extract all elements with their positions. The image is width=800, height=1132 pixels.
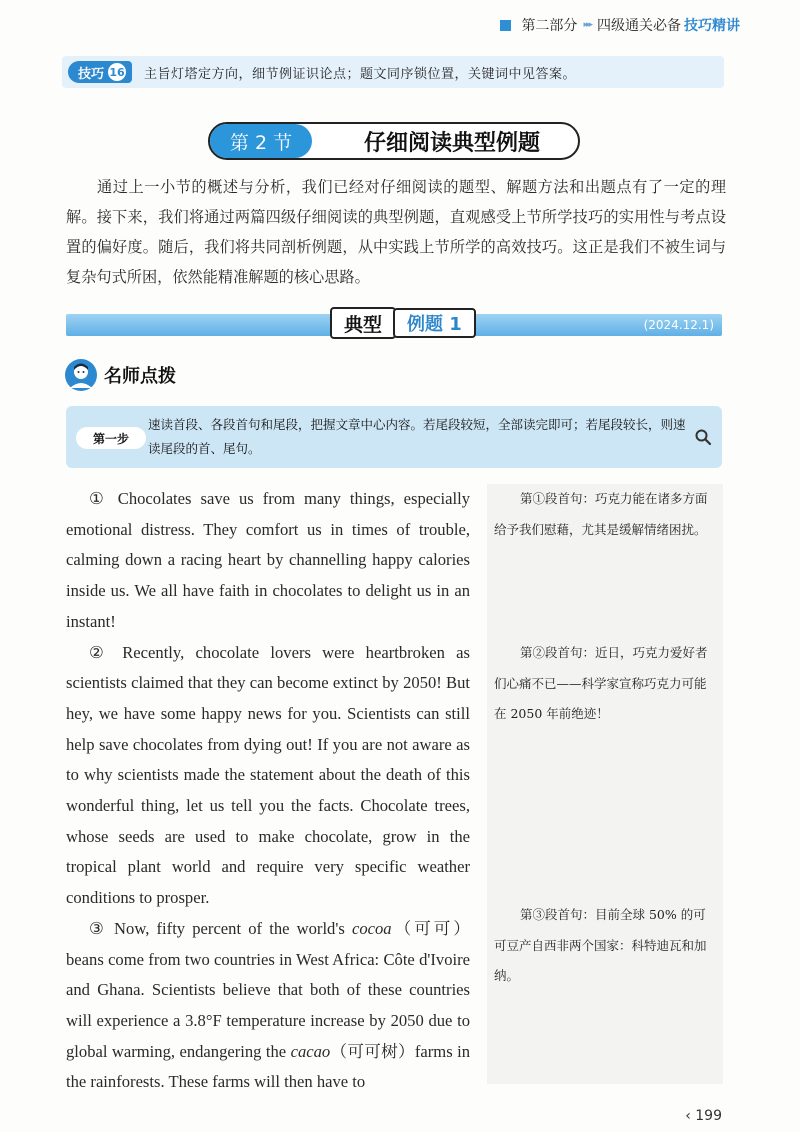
teacher-title: 名师点拨: [104, 366, 176, 387]
example-label-typical: 典型: [330, 307, 396, 339]
passage-paragraph-1: ① Chocolates save us from many things, especially emotional distress. They comfort us in times of trouble, calming down a racing heart by channelling happy calories inside us. We all have faith in chocolates to delight us in an instant!: [66, 489, 470, 631]
teacher-avatar-icon: [64, 358, 98, 392]
step-box: [66, 406, 722, 468]
teacher-tips-heading: [64, 358, 176, 392]
tip-label: 技巧: [78, 66, 105, 82]
header-part: 第二部分: [521, 18, 578, 34]
page-header: [500, 12, 740, 38]
header-arrows-icon: ▸▸▸: [583, 20, 591, 30]
p3-word-cocoa: cocoa: [351, 918, 392, 938]
tip-text: 主旨灯塔定方向，细节例证识论点；题文同序锁位置，关键词中见答案。: [144, 66, 577, 82]
page-number: ‹ 199: [685, 1108, 722, 1124]
p3-word-cacao: cacao: [290, 1041, 331, 1061]
section-heading: [208, 122, 580, 160]
example-label: [330, 305, 476, 341]
header-title-highlight: 技巧精讲: [684, 18, 740, 34]
side-note-3: 第③段首句：目前全球 50% 的可可豆产自西非两个国家：科特迪瓦和加纳。: [494, 907, 707, 983]
step-text: 速读首段、各段首句和尾段，把握文章中心内容。若尾段较短，全部读完即可；若尾段较长，则速读尾段的首、尾句。: [148, 417, 686, 456]
side-note-1: 第①段首句：巧克力能在诸多方面给予我们慰藉，尤其是缓解情绪困扰。: [494, 491, 708, 537]
tip-badge: [68, 61, 132, 83]
section-label: 第 2 节: [210, 124, 312, 158]
step-badge: 第一步: [76, 427, 146, 449]
p3-part-c: （可可树）farms in the rainforests. These farms will then have to: [66, 1041, 470, 1092]
passage-paragraph-2: ② Recently, chocolate lovers were heartbroken as scientists claimed that they can become extinct by 2050! But hey, we have some happy news for you. Scientists can still help save chocolates from dying out! If you are not aware as to why scientists made the statement about the death of this wonderful thing, let us tell you the facts. Chocolate trees, whose seeds are used to make chocolate, grow in the tropical plant world and require very specific weather conditions to prosper.: [66, 642, 470, 908]
header-square-icon: [500, 20, 511, 31]
intro-paragraph: 通过上一小节的概述与分析，我们已经对仔细阅读的题型、解题方法和出题点有了一定的理解。接下来，我们将通过两篇四级仔细阅读的典型例题，直观感受上节所学技巧的实用性与考点设置的偏好度。随后，我们将共同剖析例题，从中实践上节所学的高效技巧。这正是我们不被生词与复杂句式所困，依然能精准解题的核心思路。: [66, 178, 726, 286]
example-date: (2024.12.1): [643, 318, 714, 332]
reading-passage: [66, 484, 470, 1098]
p3-part-b: （可可）beans come from two countries in West Africa: Côte d'Ivoire and Ghana. Scientists believe that both of these countries will experience a 3.8°F temperature increase by 2050 due to global warming, endangering the: [66, 918, 470, 1061]
tip-bar: [62, 56, 724, 88]
header-title-plain: 四级通关必备: [597, 18, 681, 34]
search-icon: [694, 428, 712, 446]
example-label-number: 例题 1: [393, 308, 476, 338]
side-note-2: 第②段首句：近日，巧克力爱好者们心痛不已——科学家宣称巧克力可能在 2050 年前绝迹！: [494, 645, 708, 721]
section-title: 仔细阅读典型例题: [363, 130, 540, 156]
p3-part-a: ③ Now, fifty percent of the world's: [89, 918, 352, 938]
side-notes-panel: [487, 484, 723, 1084]
passage-paragraph-3: [66, 914, 470, 1098]
tip-number: 16: [108, 63, 126, 81]
